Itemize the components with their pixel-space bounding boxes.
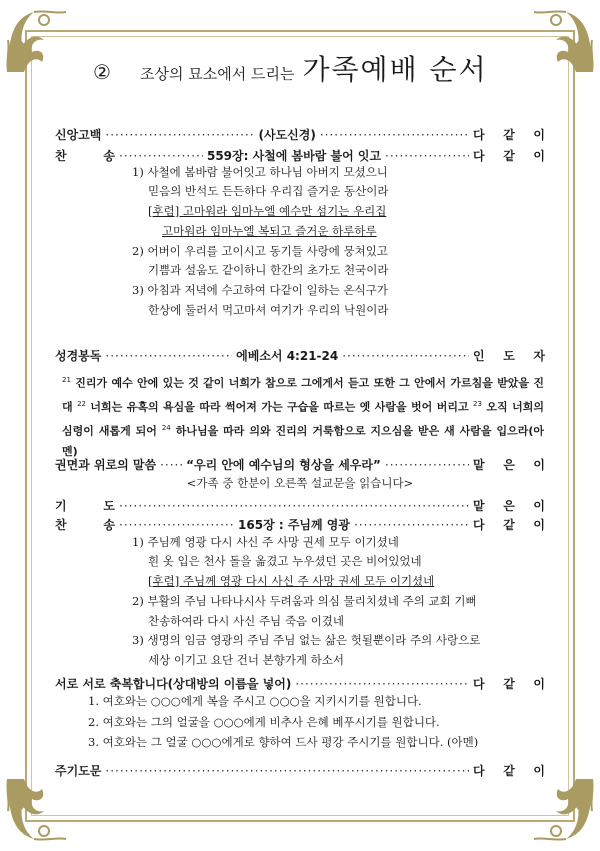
ornament-corner-icon — [526, 6, 596, 76]
order-item-creed — [55, 126, 545, 143]
leader-dots — [320, 128, 469, 142]
hymn-line: 기쁨과 설움도 같이하니 한간의 초가도 천국이라 — [148, 263, 389, 277]
hymn-line: 1) 주님께 영광 다시 사신 주 사망 권세 모두 이기셨네 — [132, 535, 399, 549]
leader-dots — [105, 349, 232, 363]
hymn-chorus-line: [후렴] 주님께 영광 다시 사신 주 사망 권세 모두 이기셨네 — [148, 574, 435, 588]
verse-number: 24 — [161, 424, 171, 433]
item-leader: 맡 은 이 — [473, 458, 545, 472]
ornament-corner-icon — [4, 775, 74, 845]
item-leader: 인 도 자 — [473, 349, 546, 363]
order-item-hymn1 — [55, 147, 545, 164]
item-leader: 맡 은 이 — [473, 499, 545, 513]
leader-dots — [119, 499, 469, 513]
hymn-chorus-line: [후렴] 고마워라 임마누엘 예수만 섬기는 우리집 — [148, 204, 387, 218]
item-label: 찬 송 — [55, 149, 115, 163]
item-leader: 다 같 이 — [473, 128, 545, 142]
item-leader: 다 같 이 — [473, 677, 545, 691]
item-label: 권면과 위로의 말씀 — [55, 458, 157, 472]
leader-dots — [119, 518, 234, 532]
item-center: 에베소서 4:21-24 — [236, 349, 339, 363]
leader-dots — [342, 349, 469, 363]
leader-dots — [105, 128, 254, 142]
hymn-line: 찬송하여라 다시 사신 주님 죽음 이겼네 — [148, 614, 345, 628]
sermon-note: <가족 중 한분이 오른쪽 설교문을 읽습니다> — [186, 476, 414, 490]
ornament-corner-icon — [4, 6, 74, 76]
scripture-passage — [62, 370, 544, 463]
hymn-line: 3) 아침과 저녁에 수고하여 다같이 일하는 온식구가 — [132, 283, 388, 297]
order-item-reading — [55, 347, 545, 364]
leader-dots — [119, 149, 203, 163]
leader-dots — [385, 458, 469, 472]
page-title — [72, 48, 532, 88]
hymn-line: 3) 생명의 임금 영광의 주님 주님 없는 삶은 헛될뿐이라 주의 사랑으로 — [132, 633, 481, 647]
blessing-line: 3. 여호와는 그 얼굴 ○○○에게로 향하여 드사 평강 주시기를 원합니다. (아멘) — [88, 735, 479, 749]
title-main: 가족예배 순서 — [302, 53, 488, 86]
item-leader: 다 같 이 — [473, 518, 545, 532]
item-center: 165장 : 주님께 영광 — [238, 518, 350, 532]
leader-dots — [354, 518, 469, 532]
title-prefix: 조상의 묘소에서 드리는 — [140, 65, 295, 83]
ornament-corner-icon — [526, 775, 596, 845]
order-item-blessing — [55, 675, 545, 692]
item-center: “우리 안에 예수님의 형상을 세우라” — [186, 458, 381, 472]
hymn-line: 1) 사철에 봄바람 불어잇고 하나님 아버지 모셨으니 — [132, 165, 388, 179]
order-item-lords-prayer — [55, 762, 545, 779]
hymn-line: 2) 어버이 우리를 고이시고 동기들 사랑에 뭉쳐있고 — [132, 244, 388, 258]
hymn-line: 세상 이기고 요단 건너 본향가게 하소서 — [148, 653, 345, 667]
hymn-chorus-line: 고마워라 임마누엘 복되고 즐거운 하루하루 — [162, 224, 377, 238]
order-item-sermon — [55, 456, 545, 473]
leader-dots — [105, 764, 469, 778]
verse-text: 너희는 유혹의 욕심을 따라 썩어져 가는 구습을 따르는 옛 사람을 벗어 버리고 — [85, 400, 474, 414]
order-item-hymn2 — [55, 516, 545, 533]
title-number: ② — [93, 60, 111, 84]
item-label: 찬 송 — [55, 518, 115, 532]
verse-text: 오직 너희의 심령이 새롭게 되어 — [62, 400, 544, 438]
verse-text: 진리가 예수 안에 있는 것 같이 너희가 참으로 그에게서 듣고 또한 그 안에서 가르침을 받았을 진대 — [62, 376, 544, 414]
order-item-prayer — [55, 497, 545, 514]
item-center: (사도신경) — [258, 128, 316, 142]
verse-number: 22 — [77, 400, 86, 409]
verse-number: 23 — [473, 400, 482, 409]
item-center: 559장: 사철에 봄바람 불어 잇고 — [206, 149, 382, 163]
item-label: 신앙고백 — [55, 128, 102, 142]
hymn-line: 2) 부활의 주님 나타나시사 두려움과 의심 물리치셨네 주의 교회 기뻐 — [132, 594, 477, 608]
leader-dots — [160, 458, 182, 472]
blessing-line: 1. 여호와는 ○○○에게 복을 주시고 ○○○을 지키시기를 원합니다. — [88, 694, 422, 708]
hymn-line: 믿음의 반석도 든든하다 우리집 즐거운 동산이라 — [148, 184, 389, 198]
hymn-line: 한상에 둘러서 먹고마셔 여기가 우리의 낙원이라 — [148, 303, 389, 317]
leader-dots — [295, 677, 469, 691]
blessing-line: 2. 여호와는 그의 얼굴을 ○○○에게 비추사 은혜 베푸시기를 원합니다. — [88, 715, 440, 729]
item-label: 기 도 — [55, 499, 115, 513]
item-label: 주기도문 — [55, 764, 102, 778]
verse-text: 하나님을 따라 의와 진리의 거룩함으로 지으심을 받은 새 사람을 입으라(아멘) — [62, 424, 544, 459]
item-label: 서로 서로 축복합니다(상대방의 이름을 넣어) — [55, 677, 292, 691]
item-leader: 다 같 이 — [473, 149, 546, 163]
hymn-line: 흰 옷 입은 천사 돌을 옮겼고 누우셨던 곳은 비어있었네 — [148, 554, 422, 568]
item-leader: 다 같 이 — [473, 764, 545, 778]
verse-number: 21 — [62, 376, 71, 384]
item-label: 성경봉독 — [55, 349, 102, 363]
leader-dots — [385, 149, 469, 163]
